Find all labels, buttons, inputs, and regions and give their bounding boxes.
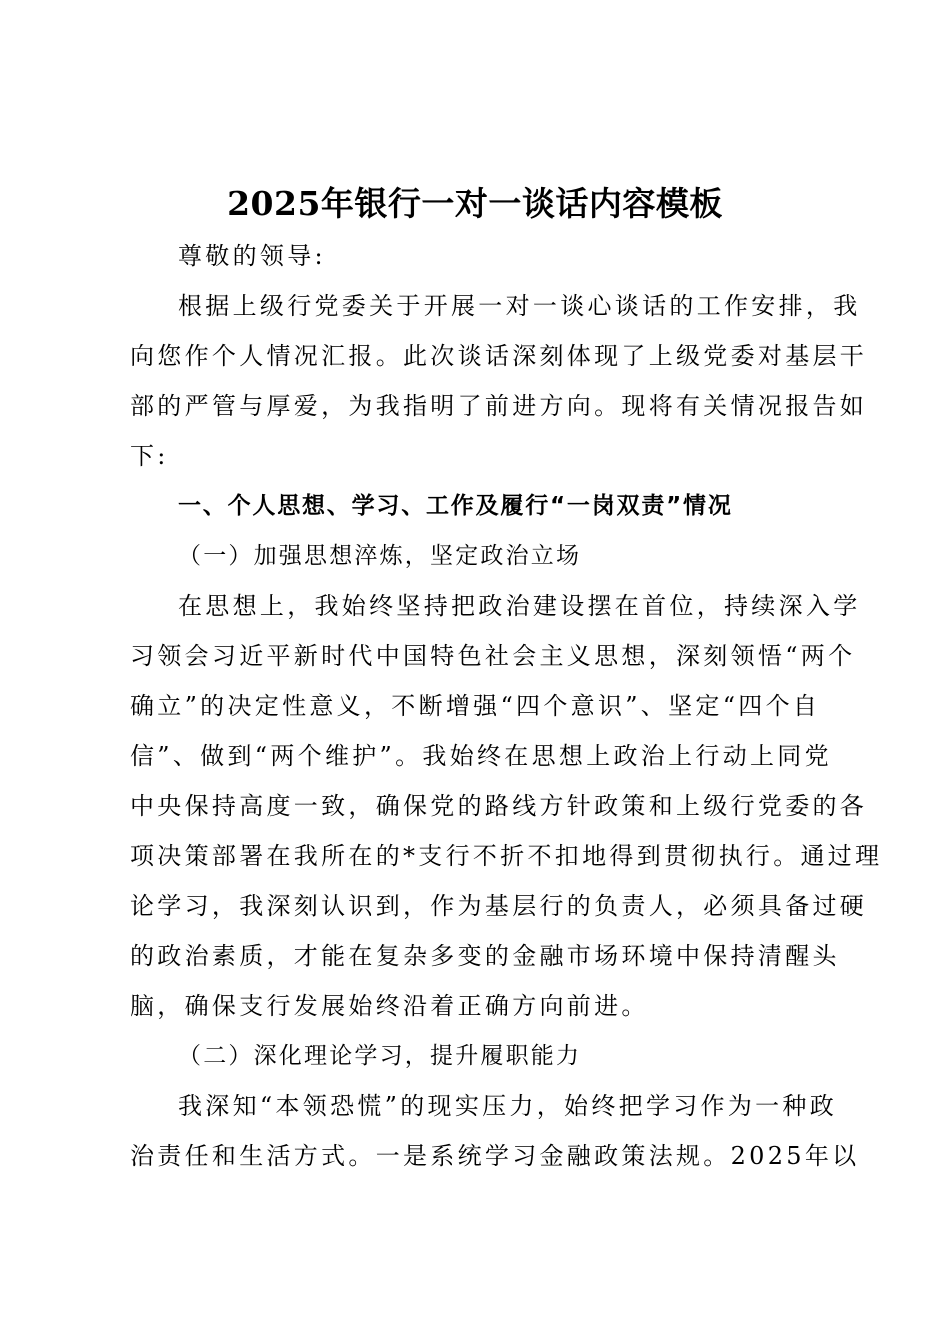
- paragraph-line: 我深知“本领恐慌”的现实压力，始终把学习作为一种政: [178, 1092, 838, 1120]
- subsection-heading-1: （一）加强思想淬炼，坚定政治立场: [178, 543, 582, 569]
- intro-line-3: 部的严管与厚爱，为我指明了前进方向。现将有关情况报告如: [130, 392, 868, 420]
- paragraph-line: 确立”的决定性意义，不断增强“四个意识”、坚定“四个自: [130, 692, 821, 720]
- intro-line-1: 根据上级行党委关于开展一对一谈心谈话的工作安排，我: [178, 292, 861, 320]
- paragraph-line: 习领会习近平新时代中国特色社会主义思想，深刻领悟“两个: [130, 642, 856, 670]
- intro-line-4: 下:: [130, 442, 169, 470]
- paragraph-line: 的政治素质，才能在复杂多变的金融市场环境中保持清醒头: [130, 942, 840, 970]
- paragraph-line: 信”、做到“两个维护”。我始终在思想上政治上行动上同党: [130, 742, 832, 770]
- document-title: 2025年银行一对一谈话内容模板: [227, 184, 723, 223]
- paragraph-line: 在思想上，我始终坚持把政治建设摆在首位，持续深入学: [178, 592, 861, 620]
- paragraph-line: 中央保持高度一致，确保党的路线方针政策和上级行党委的各: [130, 792, 868, 820]
- paragraph-line: 项决策部署在我所在的*支行不折不扣地得到贯彻执行。通过理: [130, 842, 883, 870]
- subsection-heading-2: （二）深化理论学习，提升履职能力: [178, 1043, 582, 1069]
- paragraph-line: 论学习，我深刻认识到，作为基层行的负责人，必须具备过硬: [130, 892, 868, 920]
- section-heading-1: 一、个人思想、学习、工作及履行“一岗双责”情况: [178, 493, 733, 519]
- paragraph-line: 脑，确保支行发展始终沿着正确方向前进。: [130, 992, 649, 1020]
- intro-line-2: 向您作个人情况汇报。此次谈话深刻体现了上级党委对基层干: [130, 342, 868, 370]
- paragraph-line: 治责任和生活方式。一是系统学习金融政策法规。2025年以: [130, 1142, 860, 1170]
- salutation: 尊敬的领导:: [178, 242, 326, 270]
